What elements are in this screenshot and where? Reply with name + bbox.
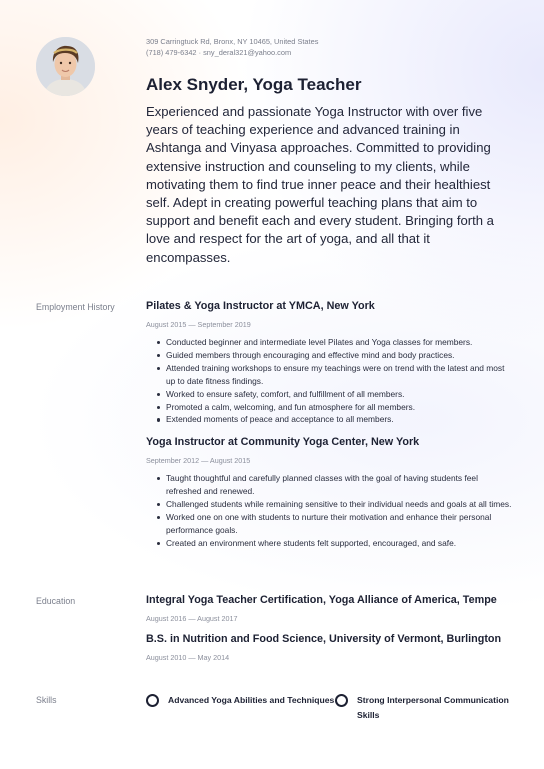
list-item: Worked one on one with students to nurture their motivation and enhance their personal performance goals. [156,511,514,537]
candidate-name: Alex Snyder, Yoga Teacher [146,75,362,94]
degree-dates: August 2016 — August 2017 [146,614,238,623]
list-item: Created an environment where students felt supported, encouraged, and safe. [156,537,514,550]
degree-title: Integral Yoga Teacher Certification, Yoga Alliance of America, Tempe [146,594,497,606]
education-section-label: Education [36,596,76,606]
skill-level-ring-icon [146,694,159,707]
list-item: Worked to ensure safety, comfort, and fulfillment of all members. [156,388,514,401]
list-item: Challenged students while remaining sensitive to their individual needs and goals at all times. [156,498,514,511]
list-item: Promoted a calm, welcoming, and fun atmosphere for all members. [156,401,514,414]
employment-section-label: Employment History [36,302,115,312]
contact-info [146,36,318,58]
job-title: Yoga Instructor at Community Yoga Center, New York [146,436,420,448]
phone-email: (718) 479-6342 · sny_deral321@yahoo.com [146,48,292,57]
skill-label: Advanced Yoga Abilities and Techniques [168,695,335,705]
skill-item [146,693,336,708]
job-dates: September 2012 — August 2015 [146,456,251,465]
skill-label: Strong Interpersonal Communication Skills [357,695,509,720]
job-bullet-list [156,336,514,426]
degree-title: B.S. in Nutrition and Food Science, University of Vermont, Burlington [146,633,502,645]
job-title: Pilates & Yoga Instructor at YMCA, New York [146,300,375,312]
list-item: Conducted beginner and intermediate level Pilates and Yoga classes for members. [156,336,514,349]
skills-section-label: Skills [36,695,57,705]
job-dates: August 2015 — September 2019 [146,320,251,329]
address: 309 Carringtuck Rd, Bronx, NY 10465, United States [146,37,319,46]
skill-level-ring-icon [335,694,348,707]
degree-dates: August 2010 — May 2014 [146,653,230,662]
skill-item [335,693,515,722]
list-item: Extended moments of peace and acceptance to all members. [156,413,514,426]
profile-photo [36,37,95,96]
list-item: Taught thoughtful and carefully planned classes with the goal of having students feel refreshed and renewed. [156,472,514,498]
profile-summary: Experienced and passionate Yoga Instructor with over five years of teaching experience and advanced training in Ashtanga and Vinyasa approaches. Committed to providing extensive instruction and counseling to my clients, while motivating them to find true inner peace and their healthiest self. Adept in creating powerful teaching plans that aim to support and benefit each and every student. Bringing forth a love and respect for the art of yoga, and all that it encompasses. [146,104,494,265]
list-item: Attended training workshops to ensure my teachings were on trend with the latest and most up to date fitness findings. [156,362,514,388]
job-bullet-list [156,472,514,549]
list-item: Guided members through encouraging and effective mind and body practices. [156,349,514,362]
